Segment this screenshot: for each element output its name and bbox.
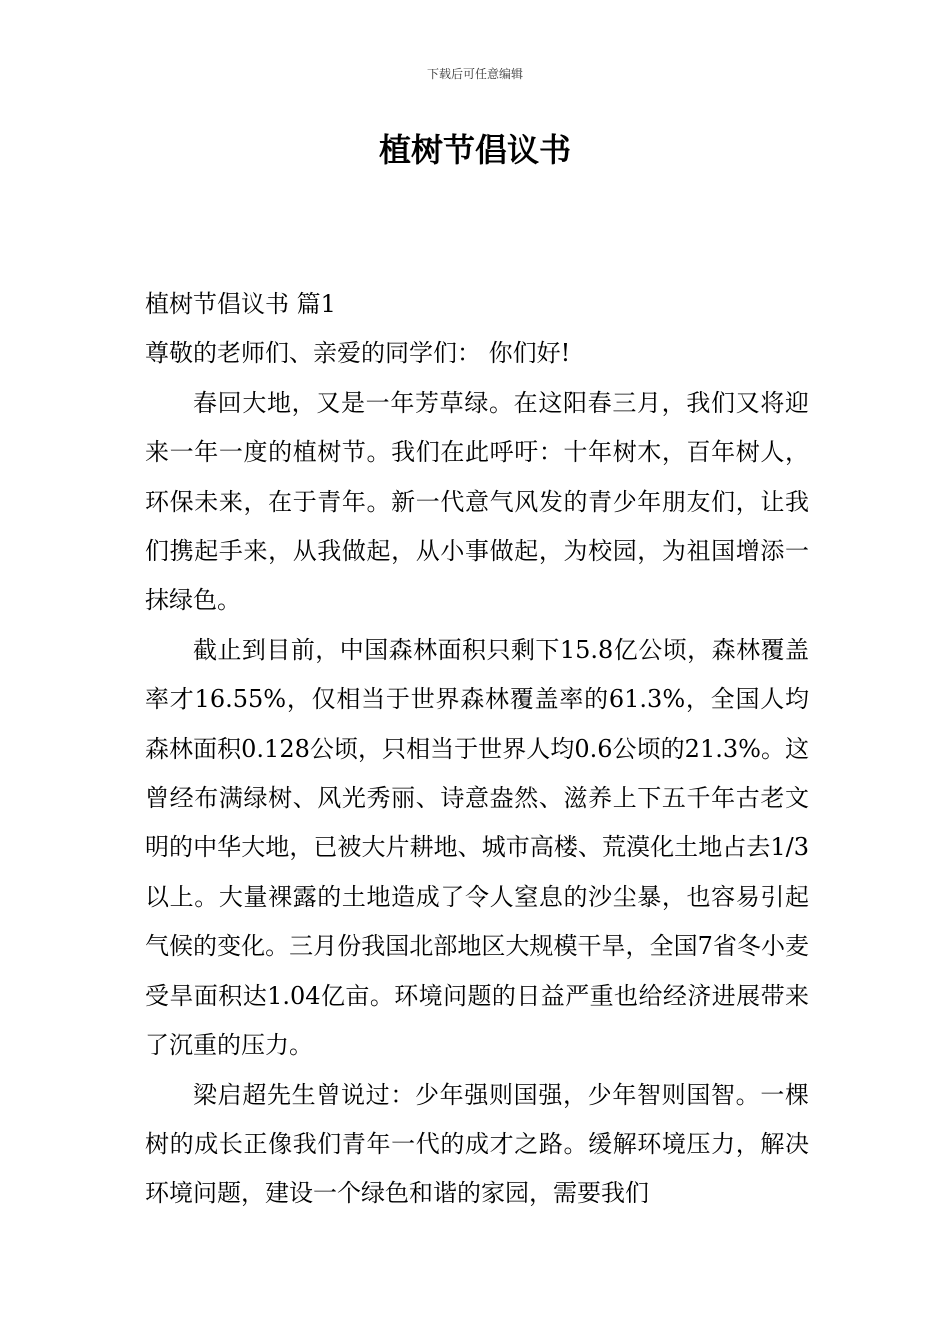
paragraph-3: 梁启超先生曾说过：少年强则国强，少年智则国智。一棵树的成长正像我们青年一代的成才之路。缓解环境压力，解决环境问题，建设一个绿色和谐的家园，需要我们 bbox=[145, 1080, 809, 1208]
section-heading: 植树节倡议书 篇1 bbox=[145, 290, 336, 318]
document-body bbox=[145, 280, 809, 1219]
paragraph-2: 截止到目前，中国森林面积只剩下15.8亿公顷，森林覆盖率才16.55%，仅相当于世界森林覆盖率的61.3%，全国人均森林面积0.128公顷，只相当于世界人均0.6公顷的21.3%。这曾经布满绿树、风光秀丽、诗意盎然、滋养上下五千年古老文明的中华大地，已被大片耕地、城市高楼、荒漠化土地占去1/3以上。大量裸露的土地造成了令人窒息的沙尘暴，也容易引起气候的变化。三月份我国北部地区大规模干旱，全国7省冬小麦受旱面积达1.04亿亩。环境问题的日益严重也给经济进展带来了沉重的压力。 bbox=[145, 635, 809, 1060]
salutation: 尊敬的老师们、亲爱的同学们： 你们好! bbox=[145, 339, 571, 368]
document-title: 植树节倡议书 bbox=[378, 131, 571, 169]
paragraph-1: 春回大地，又是一年芳草绿。在这阳春三月，我们又将迎来一年一度的植树节。我们在此呼吁：十年树木，百年树人，环保未来，在于青年。新一代意气风发的青少年朋友们，让我们携起手来，从我做起，从小事做起，为校园，为祖国增添一抹绿色。 bbox=[145, 388, 809, 615]
header-note: 下载后可任意编辑 bbox=[426, 67, 523, 81]
